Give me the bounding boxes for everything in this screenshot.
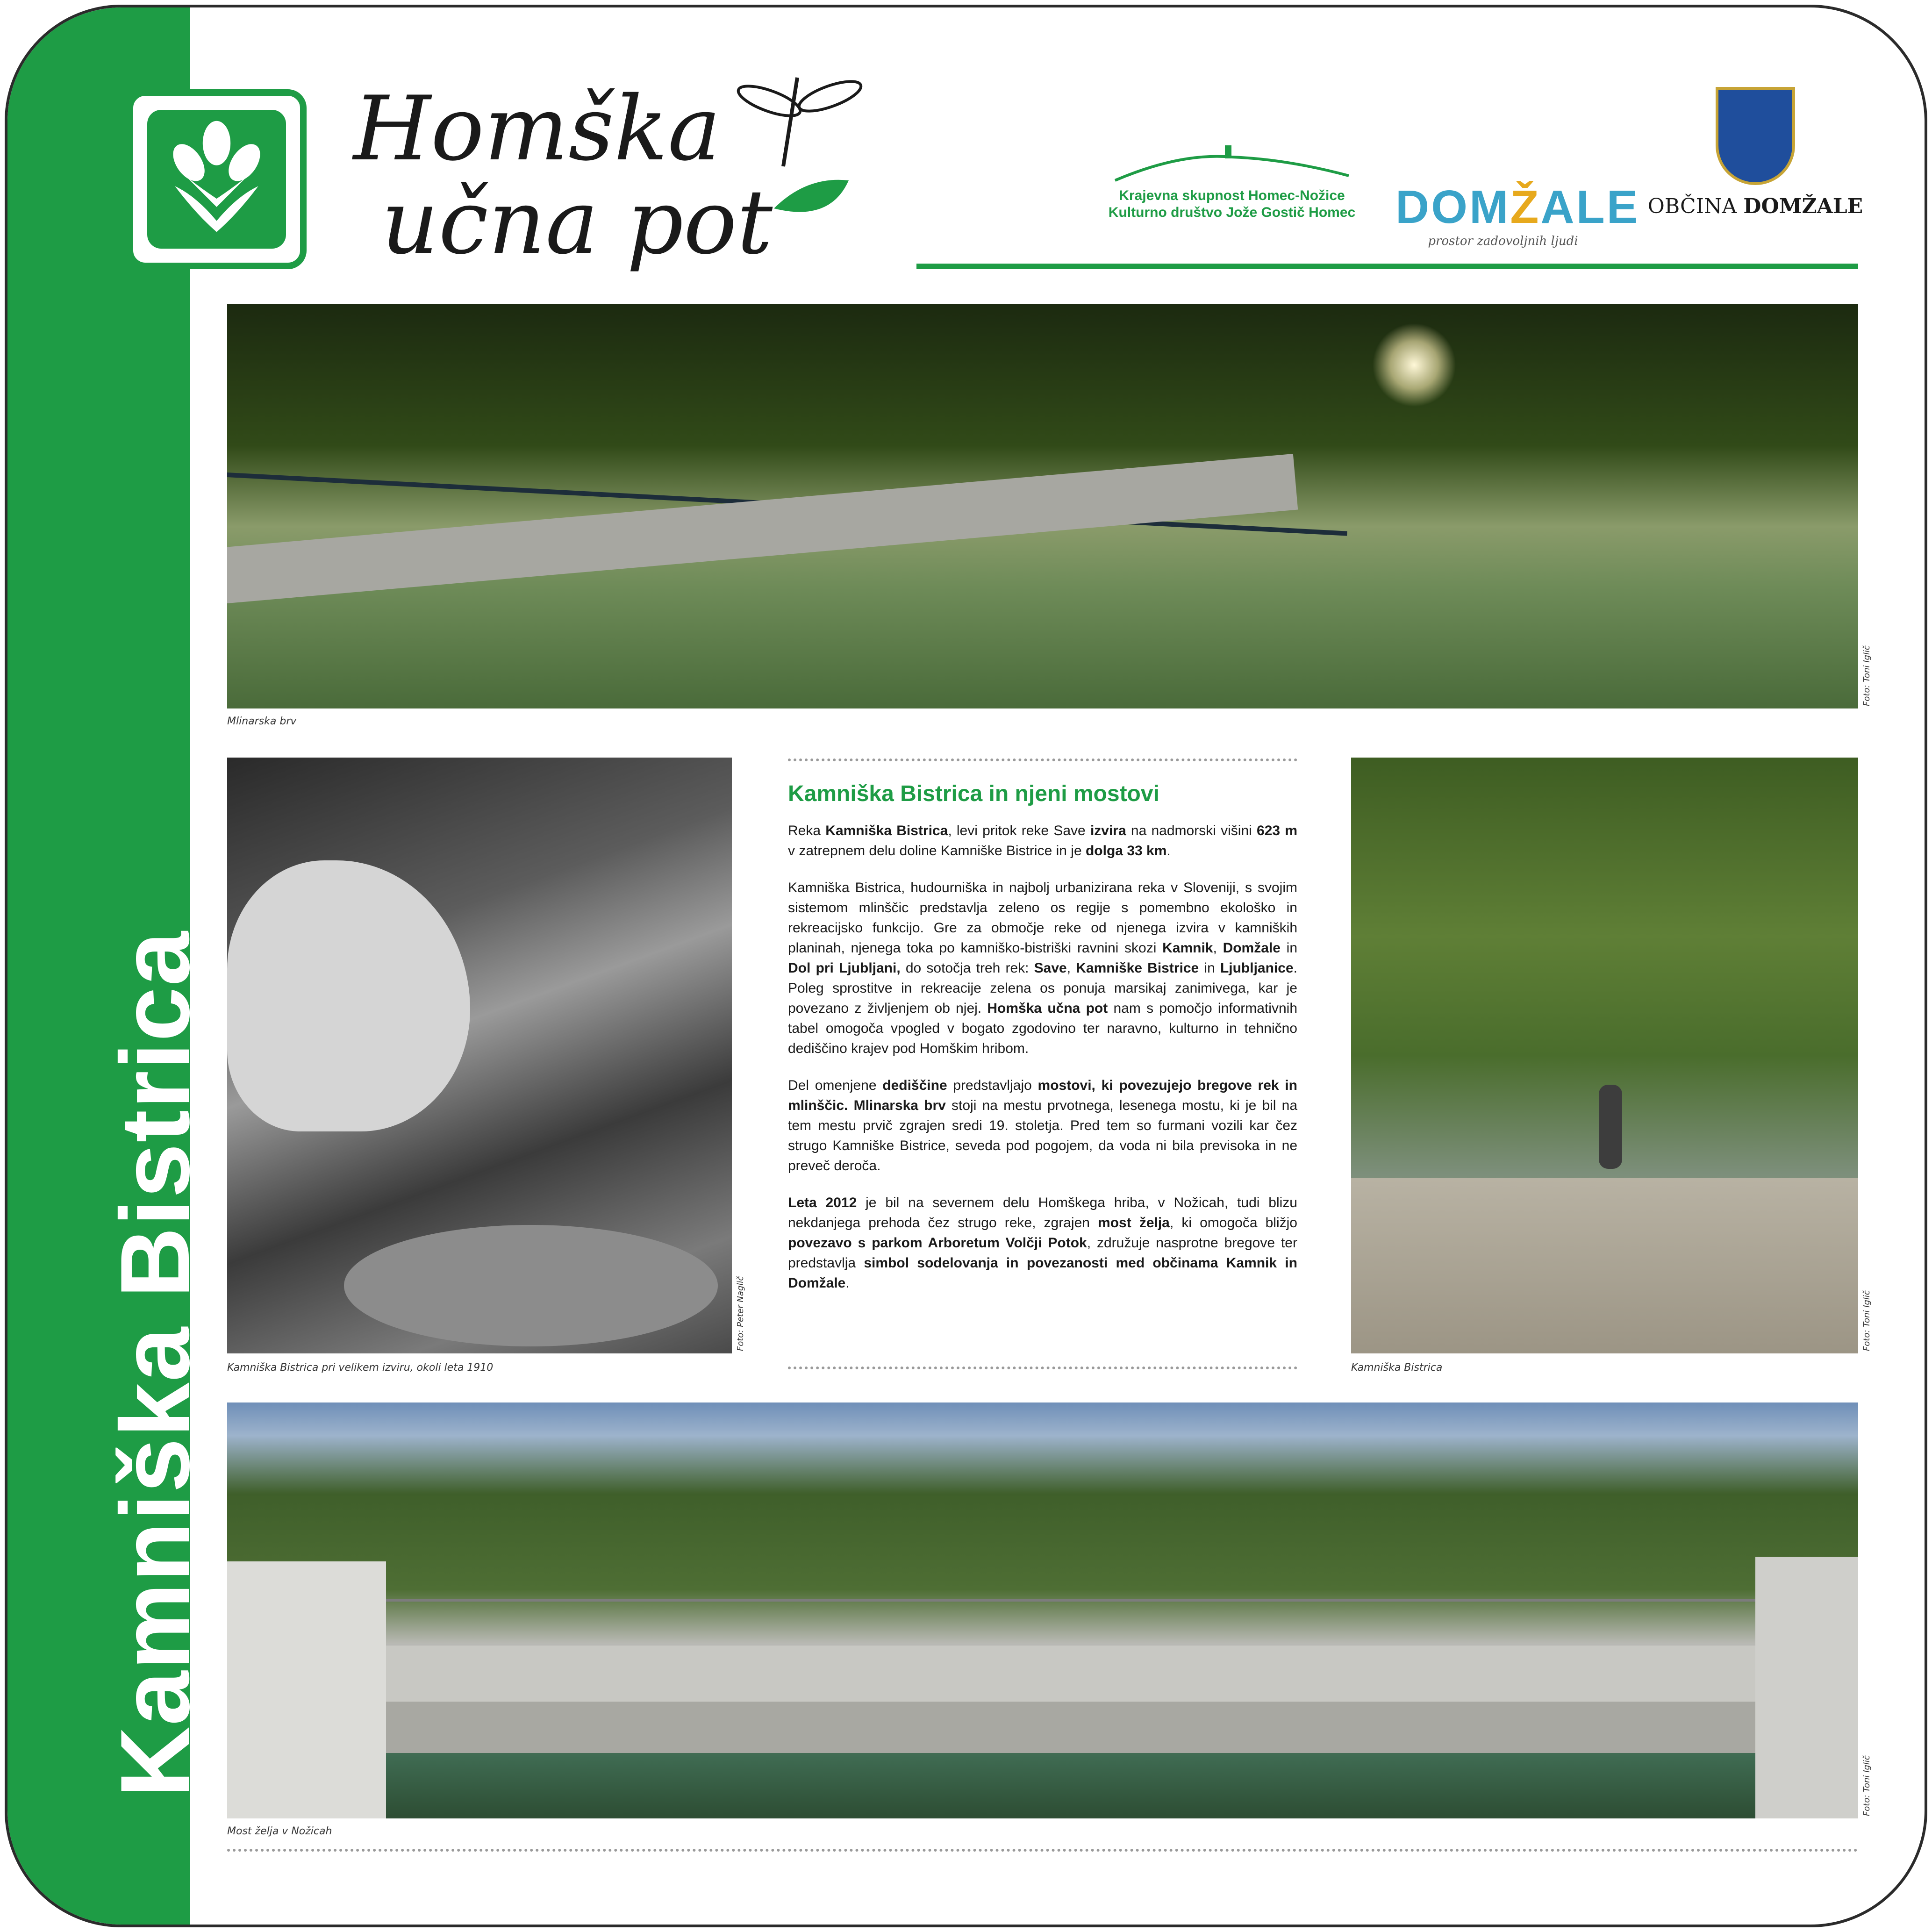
credit-right: Foto: Toni Iglič	[1862, 1290, 1872, 1351]
sun-glow	[1372, 323, 1456, 407]
right-abutment	[1755, 1557, 1858, 1818]
obcina-name: DOMŽALE	[1743, 194, 1863, 218]
p3-text: stoji na mestu prvotnega, lesenega mostu, ki je bil na tem mestu prvič zgrajen sredi 19. stoletja. Pred tem so furmani vozili kar čez strugo Kamniške Bistrice, seveda pod pogojem, da voda ni bila previsoka in ne preveč deroča.	[788, 1098, 1298, 1174]
p2-bold: Ljubljanice	[1220, 960, 1294, 976]
coat-of-arms-icon	[1716, 87, 1795, 185]
photo-most-zelja	[227, 1402, 1858, 1818]
bridge-underside	[386, 1702, 1755, 1753]
caption-left: Kamniška Bistrica pri velikem izviru, okoli leta 1910	[227, 1362, 494, 1374]
article-divider-bottom	[788, 1367, 1297, 1369]
p2-bold: Kamnik	[1162, 940, 1213, 956]
fisherman	[1599, 1085, 1622, 1169]
domzale-part-2: Ž	[1510, 181, 1541, 233]
p2-text: ,	[1213, 940, 1223, 956]
p4-bold: most želja	[1098, 1215, 1170, 1231]
p2-bold: Save	[1034, 960, 1067, 976]
p4-text: , združuje nasprotne bregove ter predstavlja	[788, 1235, 1297, 1271]
stream-bed	[344, 1225, 718, 1346]
hill-church-icon	[1110, 143, 1353, 185]
p1-text: Reka	[788, 823, 826, 838]
p2-text: in	[1280, 940, 1298, 956]
footer-divider	[227, 1849, 1858, 1852]
p1-text: v zatrepnem delu doline Kamniške Bistrice in je	[788, 843, 1086, 859]
caption-top: Mlinarska brv	[227, 716, 297, 727]
p2-bold: Kamniške Bistrice	[1076, 960, 1199, 976]
brand-line-1: Homška	[353, 77, 721, 180]
p2-text: in	[1199, 960, 1220, 976]
p2-bold: Homška učna pot	[987, 1001, 1108, 1016]
p2-text: nam s pomočjo informativnih tabel omogoča vpogled v bogato zgodovino ter naravno, kulturno in tehnično dediščino krajev pod Homškim hribom.	[788, 1001, 1298, 1056]
trail-logo	[127, 89, 307, 269]
p3-bold: dediščine	[882, 1078, 947, 1093]
p1-text: , levi pritok reke Save	[948, 823, 1090, 838]
photo-fisherman	[1351, 758, 1858, 1353]
domzale-part-1: DOM	[1395, 181, 1510, 233]
caption-bottom: Most želja v Nožicah	[227, 1825, 332, 1837]
bridge-deck	[227, 454, 1298, 603]
p4-text: je bil na severnem delu Homškega hriba, v Nožicah, tudi blizu nekdanjega prehoda čez strugo reke, zgrajen	[788, 1195, 1297, 1231]
article-p2	[788, 878, 1297, 1059]
p1-bold: dolga 33 km	[1085, 843, 1167, 859]
credit-left: Foto: Peter Naglič	[736, 1276, 745, 1351]
obcina-label: OBČINA	[1647, 194, 1744, 218]
leaf-emblem	[147, 110, 286, 249]
p4-bold: povezavo s parkom Arboretum Volčji Potok	[788, 1235, 1087, 1251]
p4-bold: simbol sodelovanja in povezanosti med občinama Kamnik in Domžale	[788, 1255, 1297, 1291]
domzale-tourism-logo	[1395, 180, 1640, 248]
credit-bottom: Foto: Toni Iglič	[1862, 1755, 1872, 1816]
info-board	[5, 5, 1927, 1927]
header-rule	[916, 264, 1858, 269]
credit-top: Foto: Toni Iglič	[1862, 645, 1872, 706]
dragonfly-icon	[727, 59, 867, 255]
p1-text: na nadmorski višini	[1126, 823, 1257, 838]
p2-text: do sotočja treh rek:	[900, 960, 1034, 976]
article	[788, 781, 1297, 1310]
article-divider-top	[788, 758, 1297, 761]
brand-title	[353, 77, 773, 274]
domzale-tagline: prostor zadovoljnih ljudi	[1428, 234, 1578, 248]
brand-line-2: učna pot	[381, 171, 773, 274]
p3-text: predstavljajo	[947, 1078, 1038, 1093]
article-p4	[788, 1193, 1297, 1293]
bridge-railing	[386, 1599, 1755, 1602]
p2-text: . Poleg sprostitve in rekreacije zelena os ponuja marsikaj zanimivega, kar je povezano z življenjem ob njej.	[788, 960, 1297, 1016]
p3-bold: mostovi, ki povezujejo bregove rek in mlinščic.	[788, 1078, 1297, 1113]
p3-text	[848, 1098, 853, 1113]
p3-text: Del omenjene	[788, 1078, 883, 1093]
p2-bold: Dol pri Ljubljani,	[788, 960, 901, 976]
article-p1	[788, 821, 1297, 861]
p2-text: Kamniška Bistrica, hudourniška in najbolj urbanizirana reka v Sloveniji, s svojim sistemom mlinščic predstavlja zeleno os regije s pomembno ekološko in rekreacijsko funkcijo. Gre za območje reke od njenega izvira v kamniških planinah, njenega toka po kamniško-bistriški ravnini skozi	[788, 880, 1297, 956]
sprout-icon	[147, 110, 286, 249]
p4-bold: Leta 2012	[788, 1195, 857, 1210]
ks-line-1: Krajevna skupnost Homec-Nožice	[1119, 188, 1345, 203]
obcina-text	[1643, 194, 1868, 218]
boulder	[227, 860, 470, 1131]
p2-text: ,	[1066, 960, 1076, 976]
p1-bold: 623 m	[1257, 823, 1297, 838]
p3-bold: Mlinarska brv	[853, 1098, 946, 1113]
domzale-wordmark	[1395, 180, 1640, 234]
article-heading: Kamniška Bistrica in njeni mostovi	[788, 781, 1159, 806]
photo-historic-source	[227, 758, 732, 1353]
caption-right: Kamniška Bistrica	[1351, 1362, 1443, 1374]
obcina-domzale-logo	[1643, 87, 1868, 218]
p1-text: .	[1166, 843, 1171, 859]
p1-bold: izvira	[1090, 823, 1126, 838]
domzale-part-3: ALE	[1540, 181, 1640, 233]
p2-bold: Domžale	[1223, 940, 1281, 956]
ks-homec-logo	[1106, 143, 1358, 221]
article-p3	[788, 1075, 1297, 1176]
ks-line-2: Kulturno društvo Jože Gostič Homec	[1108, 205, 1356, 220]
side-title: Kamniška Bistrica	[100, 930, 210, 1797]
left-abutment	[227, 1561, 386, 1818]
p4-text: , ki omogoča bližjo	[1169, 1215, 1297, 1231]
p4-text: .	[845, 1275, 850, 1291]
p1-bold: Kamniška Bistrica	[825, 823, 948, 838]
river-stones	[1351, 1178, 1858, 1353]
photo-mlinarska-brv	[227, 304, 1858, 708]
bridge-deck	[386, 1646, 1755, 1702]
